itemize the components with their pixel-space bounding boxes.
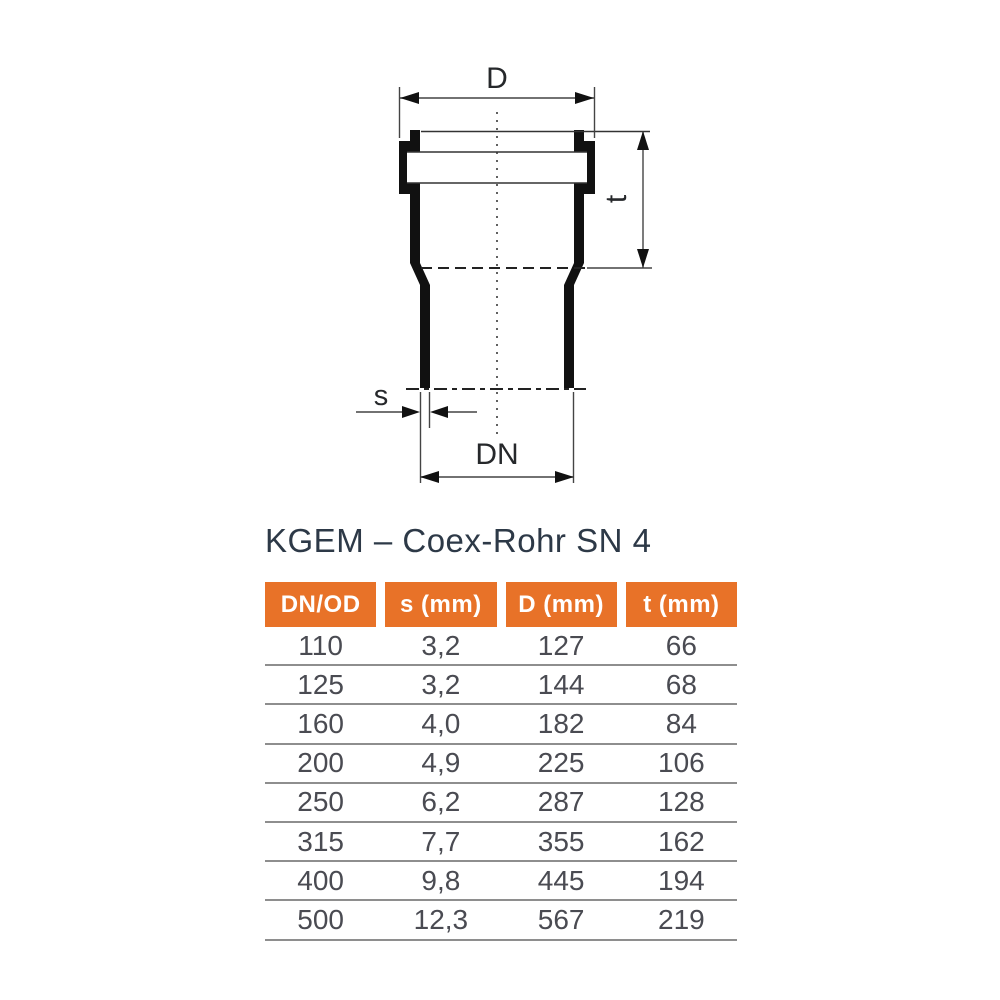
cell-d: 287 <box>537 786 585 818</box>
t-arrow-top <box>637 131 649 150</box>
cell-t: 128 <box>658 786 705 818</box>
table-row <box>265 862 737 901</box>
socket-wall-right <box>564 130 595 388</box>
table-row <box>265 823 737 862</box>
spec-table <box>265 582 737 941</box>
cell-dn: 500 <box>297 903 344 935</box>
cell-t: 219 <box>658 903 705 935</box>
cell-s: 12,3 <box>413 903 469 935</box>
cell-d: 355 <box>537 825 585 857</box>
column-header-s: s (mm) <box>385 582 496 627</box>
table-row <box>265 784 737 823</box>
cell-t: 106 <box>658 747 705 779</box>
cell-dn: 250 <box>297 786 344 818</box>
cell-t: 194 <box>658 864 705 896</box>
t-arrow-bottom <box>637 249 649 268</box>
cell-d: 567 <box>537 903 585 935</box>
cell-dn: 315 <box>297 825 344 857</box>
table-row <box>265 627 737 666</box>
cell-d: 445 <box>537 864 585 896</box>
column-header-t: t (mm) <box>626 582 737 627</box>
cell-d: 144 <box>537 668 585 700</box>
cell-s: 4,0 <box>421 707 461 739</box>
section-title: KGEM – Coex-Rohr SN 4 <box>265 522 652 559</box>
t-dimension-label: t <box>600 194 633 204</box>
dn-dimension-label: DN <box>475 438 519 471</box>
d-dimension-label: D <box>486 62 508 95</box>
dn-arrow-left <box>420 471 439 483</box>
cell-s: 7,7 <box>421 825 461 857</box>
cell-dn: 400 <box>297 864 344 896</box>
cell-s: 4,9 <box>421 747 461 779</box>
cell-dn: 125 <box>297 668 344 700</box>
d-arrow-left <box>400 92 419 104</box>
table-row <box>265 901 737 940</box>
d-arrow-right <box>575 92 594 104</box>
cell-d: 182 <box>537 707 585 739</box>
cell-dn: 160 <box>297 707 344 739</box>
column-header-dn-od: DN/OD <box>265 582 376 627</box>
cell-t: 84 <box>665 707 697 739</box>
column-header-d: D (mm) <box>506 582 617 627</box>
cell-d: 127 <box>537 629 585 661</box>
table-header-row <box>265 582 737 627</box>
cell-t: 68 <box>665 668 697 700</box>
table-row <box>265 745 737 784</box>
cell-d: 225 <box>537 747 585 779</box>
cell-s: 3,2 <box>421 668 461 700</box>
cell-s: 6,2 <box>421 786 461 818</box>
socket-wall-left <box>399 130 430 388</box>
table-body <box>265 627 737 941</box>
s-dimension-label: s <box>373 380 389 412</box>
s-arrow-left <box>402 406 420 418</box>
table-row <box>265 705 737 744</box>
cell-s: 9,8 <box>421 864 461 896</box>
cell-s: 3,2 <box>421 629 461 661</box>
table-row <box>265 666 737 705</box>
s-arrow-right <box>430 406 448 418</box>
dn-arrow-right <box>555 471 574 483</box>
cell-t: 162 <box>658 825 705 857</box>
cell-dn: 200 <box>297 747 344 779</box>
cell-dn: 110 <box>298 629 343 661</box>
cell-t: 66 <box>665 629 697 661</box>
